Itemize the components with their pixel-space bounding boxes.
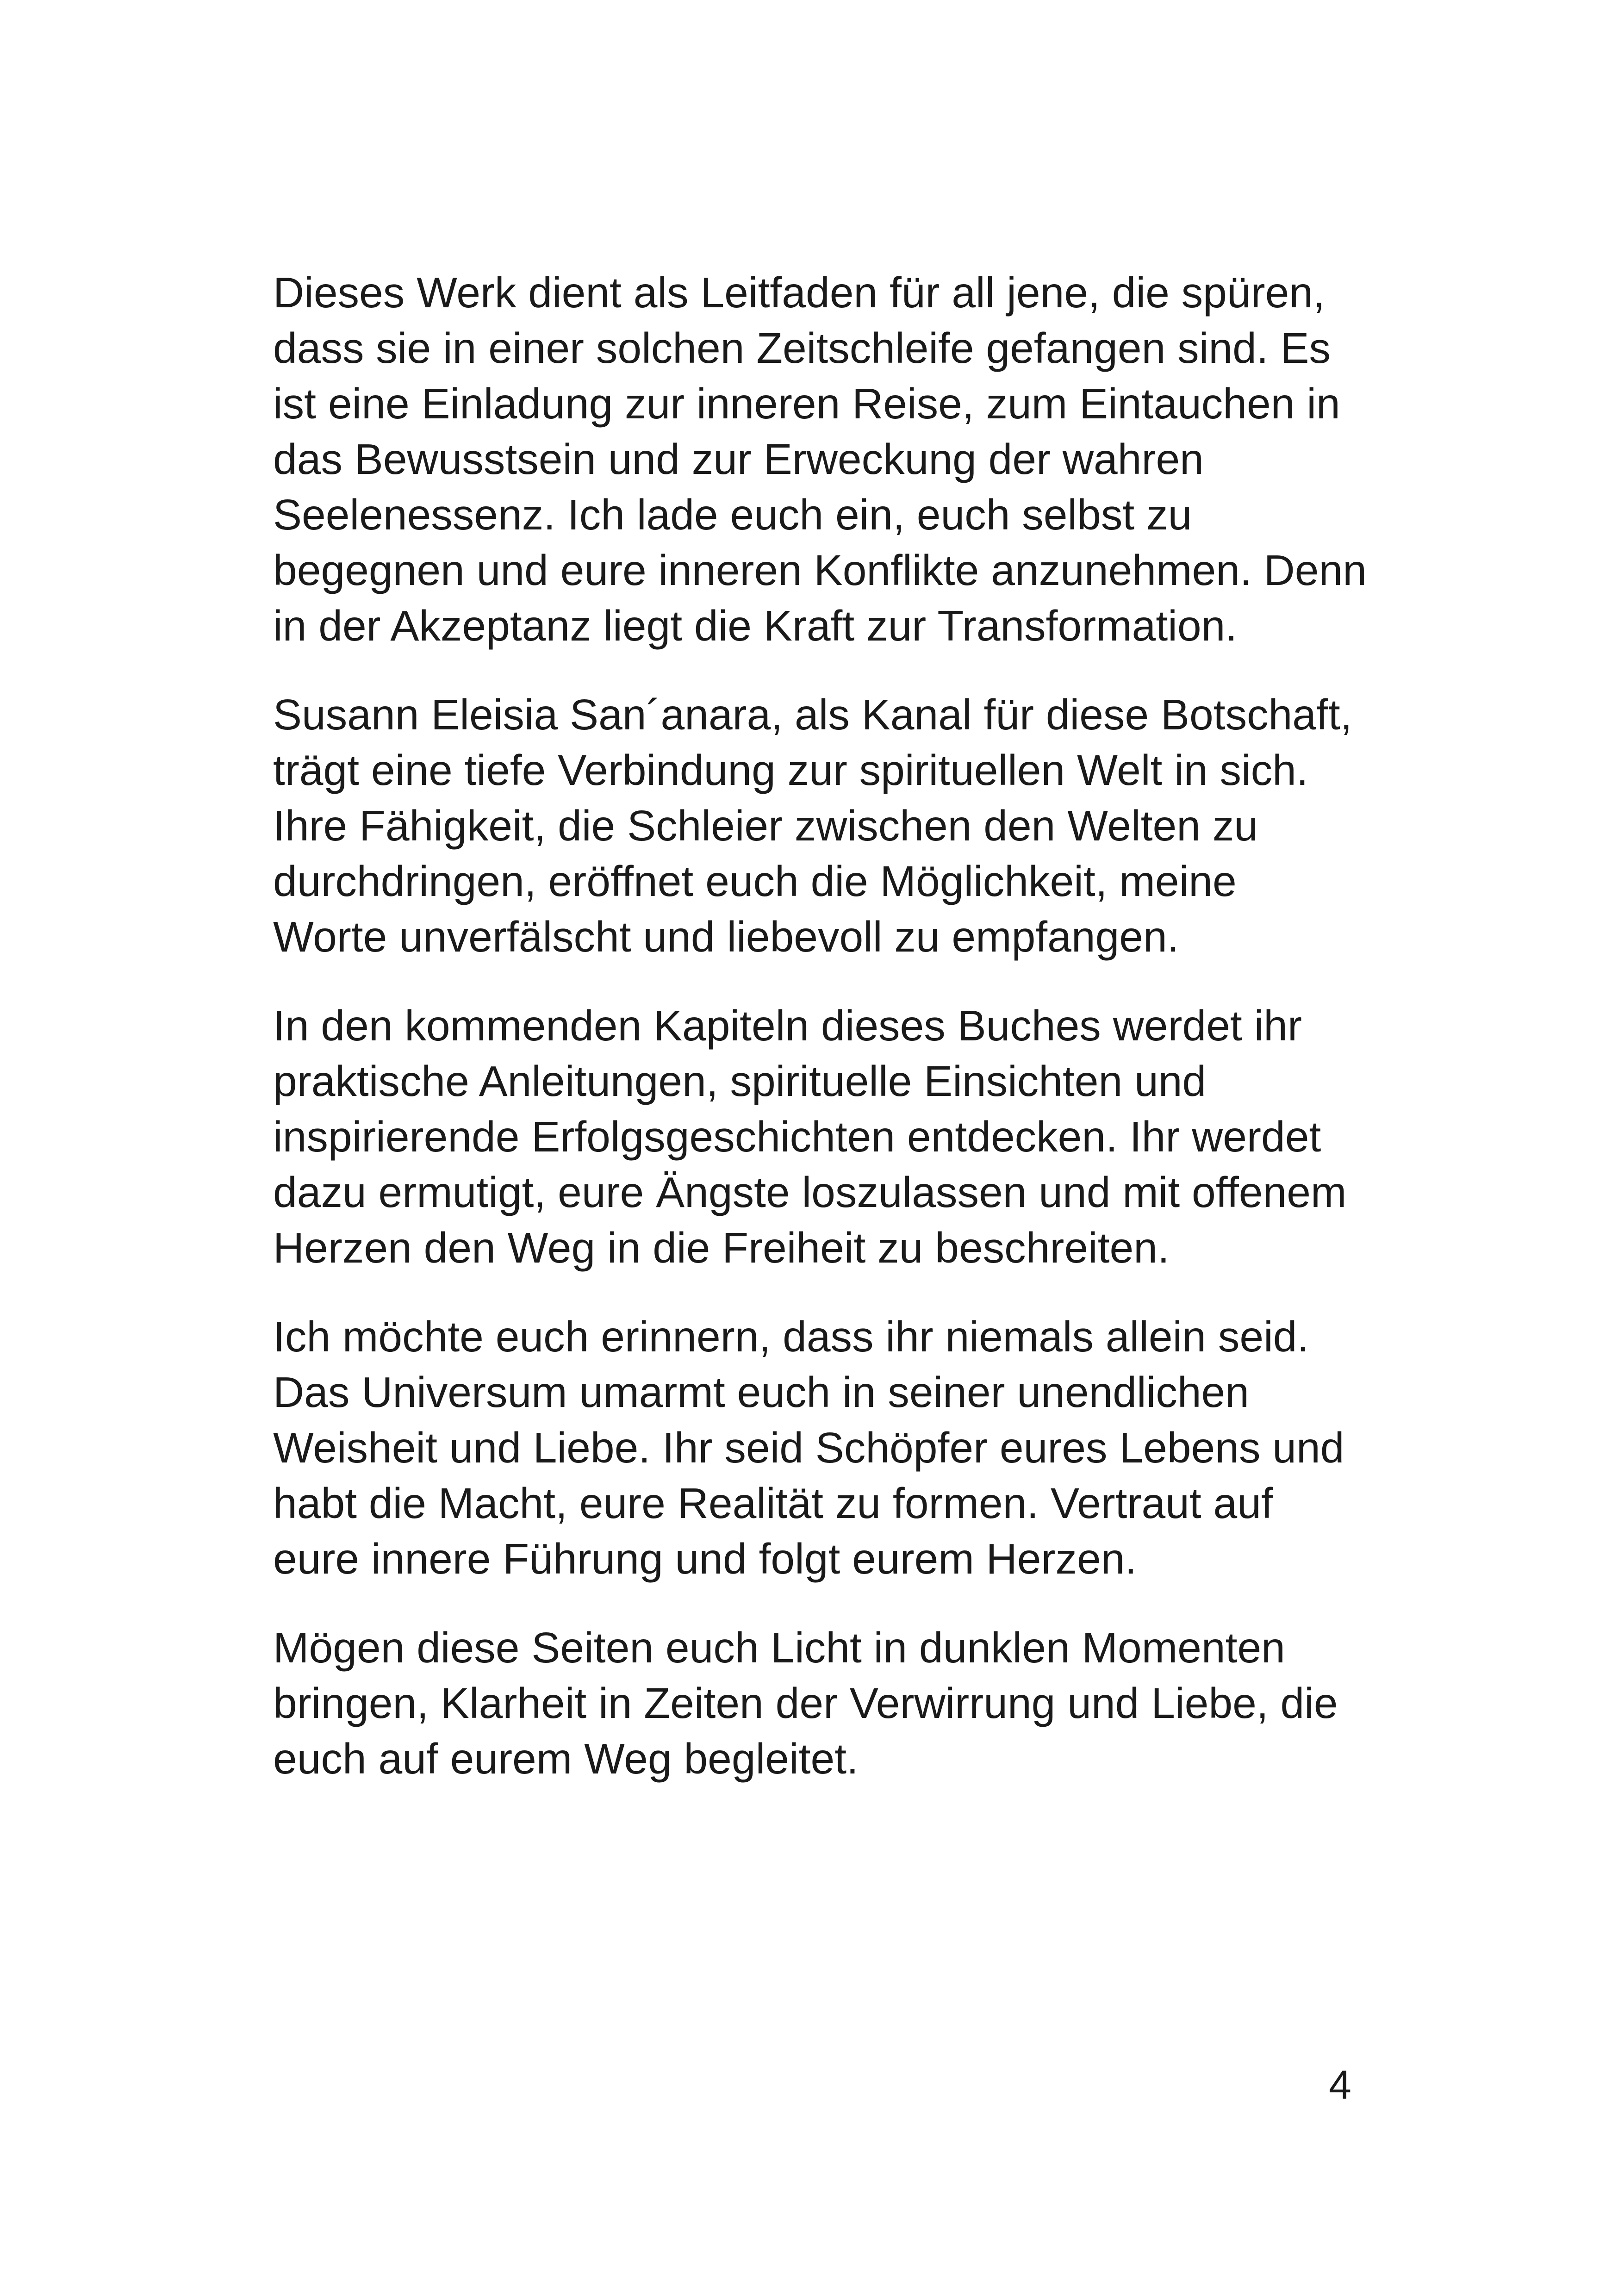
- text-line: Mögen diese Seiten euch Licht in dunklen Momenten: [273, 1624, 1285, 1672]
- text-line: das Bewusstsein und zur Erweckung der wahren: [273, 435, 1204, 483]
- text-line: begegnen und eure inneren Konflikte anzunehmen. Denn: [273, 546, 1367, 594]
- body-text: [273, 265, 1367, 1820]
- page-number: 4: [1329, 2062, 1351, 2108]
- paragraph: [273, 1620, 1351, 1786]
- text-line: In den kommenden Kapiteln dieses Buches werdet ihr: [273, 1002, 1302, 1050]
- text-line: Susann Eleisia San´anara, als Kanal für diese Botschaft,: [273, 691, 1352, 739]
- text-line: Herzen den Weg in die Freiheit zu beschreiten.: [273, 1224, 1170, 1272]
- paragraph: [273, 998, 1351, 1276]
- text-line: trägt eine tiefe Verbindung zur spirituellen Welt in sich.: [273, 746, 1308, 794]
- text-line: Ich möchte euch erinnern, dass ihr niemals allein seid.: [273, 1313, 1309, 1361]
- text-line: bringen, Klarheit in Zeiten der Verwirrung und Liebe, die: [273, 1679, 1338, 1727]
- paragraph: [273, 1309, 1351, 1587]
- text-line: dass sie in einer solchen Zeitschleife gefangen sind. Es: [273, 324, 1331, 372]
- text-line: eure innere Führung und folgt eurem Herzen.: [273, 1535, 1137, 1583]
- text-line: habt die Macht, eure Realität zu formen. Vertraut auf: [273, 1479, 1273, 1527]
- text-line: Seelenessenz. Ich lade euch ein, euch selbst zu: [273, 491, 1192, 539]
- text-line: inspirierende Erfolgsgeschichten entdecken. Ihr werdet: [273, 1113, 1321, 1161]
- text-line: Dieses Werk dient als Leitfaden für all jene, die spüren,: [273, 268, 1325, 317]
- text-line: in der Akzeptanz liegt die Kraft zur Transformation.: [273, 602, 1238, 650]
- text-line: ist eine Einladung zur inneren Reise, zum Eintauchen in: [273, 380, 1340, 428]
- text-line: durchdringen, eröffnet euch die Möglichkeit, meine: [273, 857, 1237, 905]
- paragraph: [273, 265, 1367, 653]
- text-line: Ihre Fähigkeit, die Schleier zwischen den Welten zu: [273, 802, 1258, 850]
- text-line: Weisheit und Liebe. Ihr seid Schöpfer eures Lebens und: [273, 1424, 1344, 1472]
- text-line: euch auf eurem Weg begleitet.: [273, 1735, 859, 1783]
- text-line: Das Universum umarmt euch in seiner unendlichen: [273, 1368, 1249, 1416]
- paragraph: [273, 687, 1351, 964]
- text-line: praktische Anleitungen, spirituelle Einsichten und: [273, 1057, 1207, 1105]
- text-line: Worte unverfälscht und liebevoll zu empfangen.: [273, 913, 1179, 961]
- text-line: dazu ermutigt, eure Ängste loszulassen und mit offenem: [273, 1168, 1347, 1216]
